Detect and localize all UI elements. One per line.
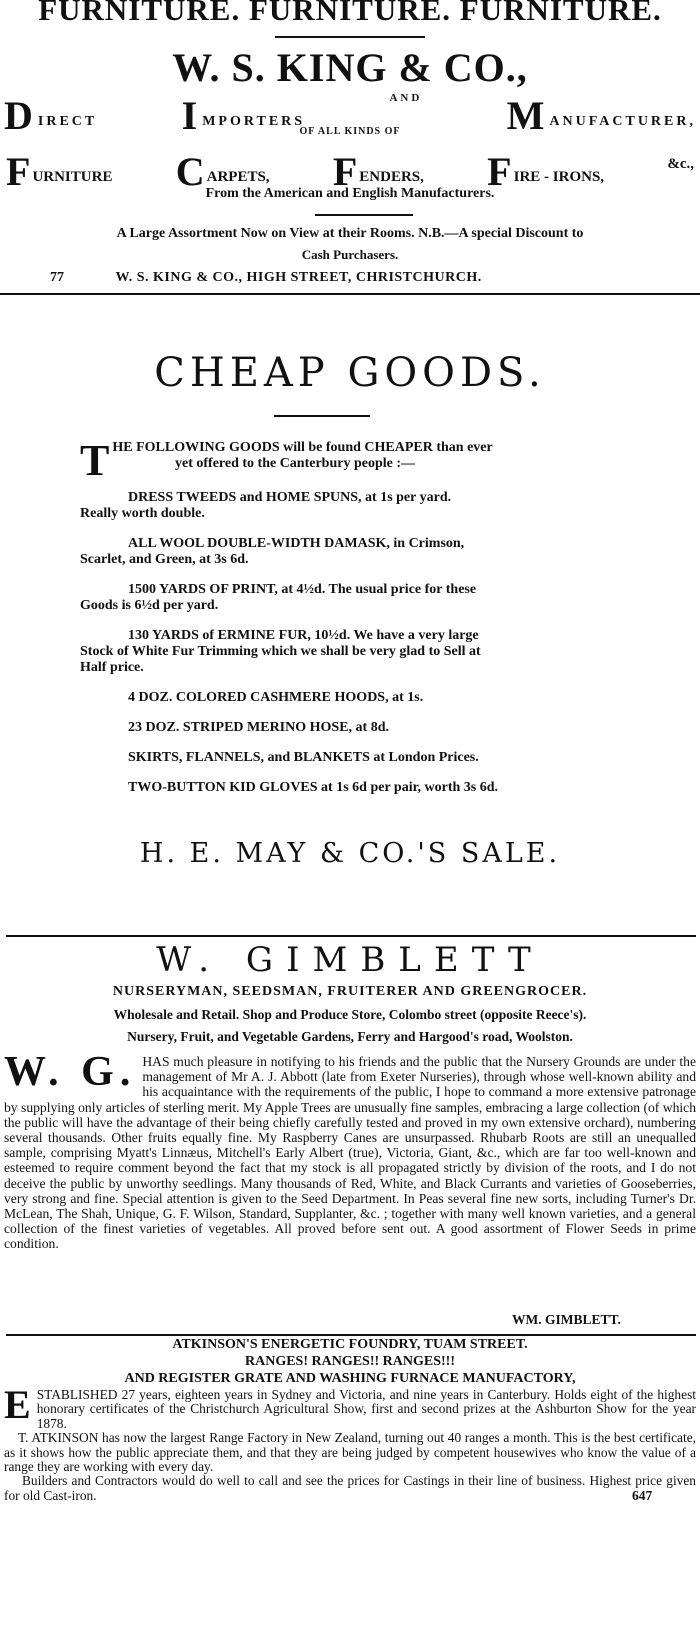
gimblett-shop-line: Wholesale and Retail. Shop and Produce Store, Colombo street (opposite Reece's). xyxy=(113,1007,587,1022)
assortment-line: A Large Assortment Now on View at their Rooms. N.B.—A special Discount to xyxy=(116,226,584,241)
item-line: Really worth double. xyxy=(80,506,205,521)
section-divider xyxy=(0,293,700,295)
list-item xyxy=(80,628,600,676)
drop-letter: M xyxy=(506,93,548,138)
atkinson-paragraph-3: Builders and Contractors would do well to call and see the prices for Castings in their line of business. Highest price given for old Cast-iron. xyxy=(4,1473,696,1503)
item-line: 1500 YARDS OF PRINT, at 4½d. The usual price for these xyxy=(128,582,477,597)
atkinson-title: ATKINSON'S ENERGETIC FOUNDRY, TUAM STREET. xyxy=(172,1337,528,1352)
section-divider xyxy=(6,1334,696,1336)
divider xyxy=(274,415,370,417)
item-line: 130 YARDS of ERMINE FUR, 10½d. We have a very large xyxy=(128,628,479,643)
king-address: W. S. KING & CO., HIGH STREET, CHRISTCHURCH. xyxy=(115,270,482,285)
intro-line-2: yet offered to the Canterbury people :— xyxy=(175,456,416,471)
drop-letter: C xyxy=(175,149,205,194)
cash-purchasers-line: Cash Purchasers. xyxy=(301,247,399,262)
item-line: ALL WOOL DOUBLE-WIDTH DAMASK, in Crimson, xyxy=(128,536,465,551)
fenders-text: ENDERS, xyxy=(359,169,424,185)
ranges-line: RANGES! RANGES!! RANGES!!! xyxy=(244,1354,455,1369)
may-sale-footer: H. E. MAY & CO.'S SALE. xyxy=(139,838,561,869)
cheap-goods-title: CHEAP GOODS. xyxy=(154,350,546,396)
drop-letter: F xyxy=(332,149,358,194)
furniture-text: URNITURE xyxy=(32,169,113,185)
item-list xyxy=(80,490,600,810)
list-item xyxy=(80,582,600,614)
item-line: Half price. xyxy=(80,660,144,675)
item-line: 4 DOZ. COLORED CASHMERE HOODS, at 1s. xyxy=(128,690,424,705)
item-line: TWO-BUTTON KID GLOVES at 1s 6d per pair, worth 3s 6d. xyxy=(128,780,499,795)
atkinson-body xyxy=(4,1382,696,1503)
all-kinds-line: OF ALL KINDS OF xyxy=(299,126,401,137)
carpets-text: ARPETS, xyxy=(206,169,270,185)
divider xyxy=(315,214,413,216)
manufacturer-text: ANUFACTURER, xyxy=(549,114,696,129)
direct-text: IRECT xyxy=(37,114,98,129)
gimblett-nursery-line: Nursery, Fruit, and Vegetable Gardens, Ferry and Hargood's road, Woolston. xyxy=(127,1029,573,1044)
importers-text: MPORTERS xyxy=(202,114,306,129)
drop-cap: T xyxy=(80,436,110,485)
atkinson-ref: 647 xyxy=(632,1488,653,1503)
list-item xyxy=(80,780,600,796)
item-line: Goods is 6½d per yard. xyxy=(80,598,219,613)
section-divider xyxy=(6,935,696,937)
gimblett-body-text: HAS much pleasure in notifying to his friends and the public that the Nursery Grounds are under the management of Mr A. J. Abbott (late from Exeter Nurseries), through whose well-known ability and his acquaintance with the requirements of the public, I hope to command a more extensive patronage by supplying only articles of sterling merit. My Apple Trees are unusually fine samples, embracing a large collection (of which the public will have the advantage of their being chiefly carefully tested and proved in my own extensive orchard), numbering several thousands. Other fruits equally fine. My Raspberry Canes are unsurpassed. Rhubarb Roots are still an unequalled sample, comprising Myatt's Linnæus, Mitchell's Early Albert (true), Victoria, Giant, &c., which are far too well-known and esteemed to require comment beyond the fact that my stock is all propagated strictly by division of the roots, and I do not deceive the public by unworthy seedlings. Many thousands of Red, White, and Black Currants and varieties of Gooseberries, very strong and fine. Special attention is given to the Seed Department. In Peas several fine new sorts, including Turner's Dr. McLean, The Shah, Unique, G. F. Wilson, Standard, Supplanter, &c. ; together with many well known varieties, and a general collection of the finest varieties of vegetables. All proved before sent out. A good assortment of Flower Seeds in prime condition. xyxy=(4,1054,696,1252)
item-line: SKIRTS, FLANNELS, and BLANKETS at London Prices. xyxy=(128,750,479,765)
atkinson-paragraph-2: T. ATKINSON has now the largest Range Factory in New Zealand, turning out 40 ranges a month. This is the best certificate, as it shows how the public appreciate them, and that they are being judged by competent housewives who know the value of a range they are working with every day. xyxy=(4,1430,696,1475)
drop-letter: F xyxy=(6,149,31,194)
atkinson-paragraph-1 xyxy=(4,1382,696,1431)
initials-drop-cap: W. G. xyxy=(4,1049,137,1095)
and-word: AND xyxy=(389,92,423,104)
drop-letter: F xyxy=(487,149,512,194)
manufacturers-line: From the American and English Manufacturers. xyxy=(205,186,495,201)
list-item xyxy=(80,720,600,736)
fire-irons-text: IRE - IRONS, xyxy=(513,169,605,185)
drop-letter: I xyxy=(181,93,201,138)
list-item xyxy=(80,750,600,766)
item-line: 23 DOZ. STRIPED MERINO HOSE, at 8d. xyxy=(128,720,389,735)
gimblett-subtitle: NURSERYMAN, SEEDSMAN, FRUITERER AND GREENGROCER. xyxy=(112,984,588,999)
item-line: Scarlet, and Green, at 3s 6d. xyxy=(80,552,249,567)
cheap-intro xyxy=(80,436,600,485)
gimblett-body xyxy=(4,1049,696,1252)
drop-letter: D xyxy=(4,93,36,138)
divider xyxy=(275,36,425,38)
king-title: W. S. KING & CO., xyxy=(172,45,528,90)
gimblett-signature: WM. GIMBLETT. xyxy=(512,1312,621,1327)
item-line: DRESS TWEEDS and HOME SPUNS, at 1s per yard. xyxy=(128,490,452,505)
list-item xyxy=(80,536,600,568)
item-line: Stock of White Fur Trimming which we shall be very glad to Sell at xyxy=(80,644,481,659)
atkinson-subtitle: AND REGISTER GRATE AND WASHING FURNACE MANUFACTORY, xyxy=(124,1371,576,1386)
list-item xyxy=(80,690,600,706)
king-address-line xyxy=(0,270,700,286)
intro-line-1: HE FOLLOWING GOODS will be found CHEAPER than ever xyxy=(112,440,493,455)
etc-word: &c., xyxy=(667,156,694,172)
furniture-banner: FURNITURE. FURNITURE. FURNITURE. xyxy=(38,0,662,27)
drop-cap: E xyxy=(4,1382,31,1427)
paragraph-text: STABLISHED 27 years, eighteen years in Sydney and Victoria, and nine years in Canterbury. Holds eight of the highest honorary certificates of the Christchurch Agricultural Show, first and second prizes at the Ashburton Show for the year 1878. xyxy=(36,1387,696,1431)
ref-number: 77 xyxy=(50,270,64,285)
gimblett-title: W. GIMBLETT xyxy=(156,940,544,980)
list-item xyxy=(80,490,600,522)
